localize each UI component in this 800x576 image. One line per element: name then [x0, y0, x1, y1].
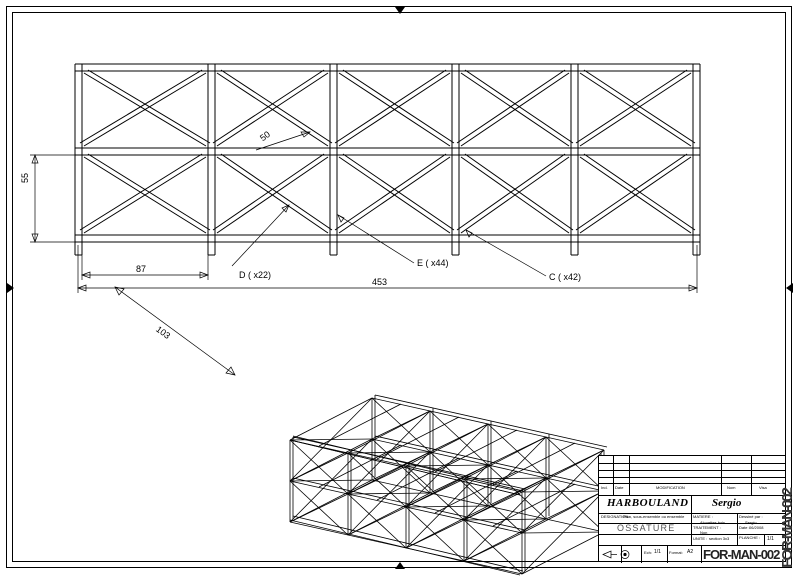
- dessine-value: Sergio: [745, 520, 757, 525]
- tb-divider: [737, 513, 738, 545]
- tb-divider: [599, 545, 785, 546]
- format-label: Format:: [669, 550, 683, 555]
- traitement-label: TRAITEMENT :: [693, 525, 721, 530]
- planche-value: 1/1: [767, 536, 774, 542]
- format-value: A2: [687, 549, 694, 555]
- dimension-label-103: 103: [154, 324, 173, 341]
- part-label-c: C ( x42): [549, 272, 582, 282]
- isometric-view: [290, 395, 607, 575]
- planche-label: PLANCHE :: [739, 535, 761, 540]
- dimension-label-50: 50: [258, 129, 272, 144]
- tb-divider: [751, 456, 752, 495]
- date-label: Date :: [739, 525, 750, 530]
- dimension-label-453: 453: [372, 277, 388, 287]
- echelle-value: 1/1: [654, 549, 661, 555]
- drawing-code: FOR-MAN-002: [703, 547, 780, 562]
- rev-col-nom: Nom: [727, 485, 736, 490]
- dimension-label-55: 55: [20, 172, 30, 183]
- matiere-label: MATIERE :: [693, 514, 713, 519]
- part-label-d: D ( x22): [239, 270, 272, 280]
- tb-divider: [599, 483, 785, 484]
- tb-divider: [721, 456, 722, 495]
- tb-divider: [599, 495, 785, 496]
- designation-label: DESIGNATION :: [601, 514, 631, 519]
- dessine-label: Dessiné par :: [739, 514, 763, 519]
- tb-divider: [629, 456, 630, 495]
- date-value: 06/2008: [749, 525, 764, 530]
- first-angle-projection-symbol-icon: [601, 549, 639, 560]
- tb-divider: [599, 477, 785, 478]
- rev-col-date: Date: [615, 485, 624, 490]
- part-name: OSSATURE: [617, 523, 676, 533]
- tb-divider: [691, 495, 692, 545]
- unite-label: UNITE :: [693, 536, 708, 541]
- designation-value: Plan, sous-ensemble ou ensemble: [623, 514, 685, 519]
- designer-name: Sergio: [712, 497, 742, 509]
- tb-divider: [764, 534, 765, 545]
- tb-divider: [613, 456, 614, 495]
- rev-col-modification: MODIFICATION: [656, 485, 685, 490]
- unite-value: section 3x3: [709, 536, 730, 541]
- tb-divider: [701, 545, 702, 563]
- dimension-label-87: 87: [136, 264, 147, 274]
- tb-divider: [599, 463, 785, 464]
- traitement-value: Non: [700, 530, 708, 535]
- company-name: HARBOULAND: [607, 497, 689, 509]
- tb-divider: [667, 545, 668, 563]
- echelle-label: Ech:: [644, 550, 653, 555]
- tb-divider: [599, 470, 785, 471]
- rev-col-visa: Visa: [759, 485, 767, 490]
- drawing-code-vertical: FOR-MAN-002: [779, 489, 796, 568]
- title-block: [598, 455, 786, 562]
- tb-divider: [641, 545, 642, 563]
- rev-col-ind: Ind.: [601, 485, 608, 490]
- part-label-e: E ( x44): [417, 258, 449, 268]
- elevation-view: [75, 64, 700, 255]
- matiere-value: Alouettes bois: [700, 520, 726, 525]
